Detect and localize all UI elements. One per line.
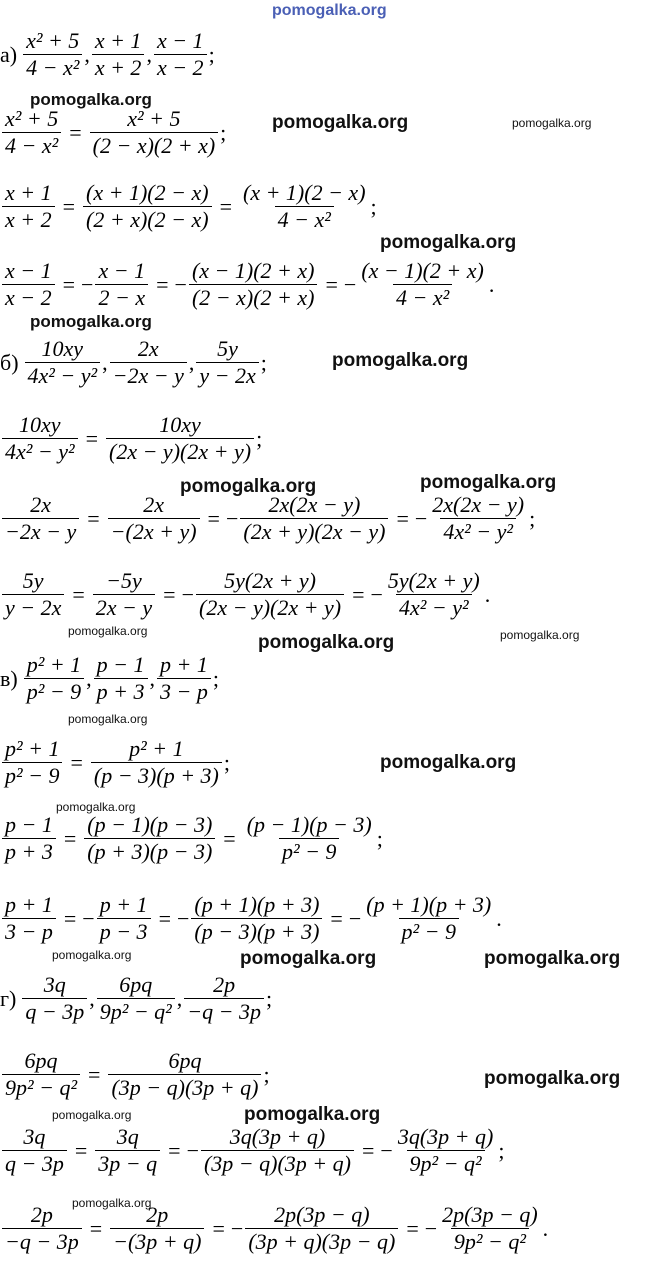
denominator: p² − 9 xyxy=(399,918,459,945)
numerator: x − 1 xyxy=(5,258,52,283)
numerator: (x − 1)(2 + x) xyxy=(191,258,315,283)
equation xyxy=(0,180,377,233)
numerator: −5y xyxy=(106,568,142,593)
operator: = xyxy=(352,581,365,607)
numerator: 6pq xyxy=(168,1048,202,1073)
operator: = xyxy=(212,1215,225,1241)
section-label: г) xyxy=(0,985,17,1011)
numerator: 2p xyxy=(30,1202,53,1227)
numerator: 2p xyxy=(146,1202,169,1227)
numerator: x − 1 xyxy=(156,28,204,53)
denominator: −(2x + y) xyxy=(108,518,200,545)
operator: ; xyxy=(529,505,536,531)
operator: ; xyxy=(223,749,230,775)
operator: − xyxy=(82,905,95,931)
fraction xyxy=(191,892,322,945)
denominator: (2x + y)(2x − y) xyxy=(240,518,388,545)
operator: = xyxy=(74,1137,88,1163)
fraction xyxy=(196,336,258,389)
numerator: (p − 1)(p − 3) xyxy=(246,812,372,837)
operator: = xyxy=(396,505,409,531)
fraction xyxy=(439,1202,541,1255)
operator: = xyxy=(406,1215,419,1241)
operator: = xyxy=(88,1061,101,1087)
denominator: y − 2x xyxy=(2,594,64,621)
denominator: 4x² − y² xyxy=(440,518,516,545)
operator: = xyxy=(85,425,98,451)
fraction xyxy=(363,892,494,945)
numerator: 2p(3p − q) xyxy=(442,1202,538,1227)
fraction xyxy=(189,258,318,311)
watermark: pomogalka.org xyxy=(512,116,592,130)
denominator: (2x − y)(2x + y) xyxy=(196,594,344,621)
denominator: 3 − p xyxy=(2,918,56,945)
fraction xyxy=(2,812,56,865)
denominator: q − 3p xyxy=(2,1150,67,1177)
operator: ; xyxy=(265,985,273,1011)
fraction xyxy=(93,568,155,621)
fraction xyxy=(2,892,56,945)
operator: , xyxy=(188,349,195,375)
operator: − xyxy=(414,505,428,531)
fraction xyxy=(157,652,211,705)
operator: − xyxy=(186,1137,199,1163)
watermark: pomogalka.org xyxy=(30,90,152,109)
watermark: pomogalka.org xyxy=(72,1196,152,1210)
fraction xyxy=(2,412,78,465)
watermark: pomogalka.org xyxy=(272,112,409,133)
equation xyxy=(0,258,494,311)
denominator: p − 3 xyxy=(97,918,151,945)
fraction xyxy=(97,972,175,1025)
denominator: (p − 3)(p + 3) xyxy=(91,762,222,789)
operator: , xyxy=(89,985,95,1011)
denominator: (p + 3)(p − 3) xyxy=(84,838,215,865)
denominator: p + 3 xyxy=(2,838,56,865)
section-label: а) xyxy=(0,41,18,67)
equation xyxy=(0,812,383,865)
numerator: x² + 5 xyxy=(5,106,59,131)
operator: − xyxy=(225,505,239,531)
denominator: 4 − x² xyxy=(393,284,452,311)
denominator: 4 − x² xyxy=(23,54,82,81)
operator: ; xyxy=(263,1061,270,1087)
equation xyxy=(0,412,262,465)
numerator: 3q xyxy=(23,1124,46,1149)
operator: = xyxy=(168,1137,181,1163)
denominator: (p − 3)(p + 3) xyxy=(191,918,322,945)
operator: = xyxy=(63,905,77,931)
watermark: pomogalka.org xyxy=(258,632,395,653)
denominator: (2 − x)(2 + x) xyxy=(189,284,318,311)
fraction xyxy=(429,492,527,545)
operator: ; xyxy=(220,119,227,145)
equation xyxy=(0,892,502,945)
denominator: −(3p + q) xyxy=(110,1228,204,1255)
fraction xyxy=(2,1048,80,1101)
fraction xyxy=(83,180,212,233)
numerator: 5y(2x + y) xyxy=(224,568,316,593)
operator: = xyxy=(219,193,232,219)
section-g-given xyxy=(0,972,272,1025)
operator: ; xyxy=(498,1137,505,1163)
fraction xyxy=(95,258,148,311)
watermark: pomogalka.org xyxy=(52,1108,132,1122)
numerator: 2p xyxy=(213,972,236,997)
section-b-given xyxy=(0,336,267,389)
operator: = xyxy=(62,271,76,297)
fraction xyxy=(91,736,222,789)
operator: = xyxy=(223,825,236,851)
numerator: x² + 5 xyxy=(26,28,80,53)
denominator: (2 + x)(2 − x) xyxy=(83,206,212,233)
numerator: p² + 1 xyxy=(26,652,82,677)
section-label: б) xyxy=(0,349,19,375)
numerator: p + 1 xyxy=(99,892,148,917)
denominator: −q − 3p xyxy=(2,1228,82,1255)
fraction xyxy=(22,972,87,1025)
denominator: 4 − x² xyxy=(2,132,61,159)
denominator: (2 − x)(2 + x) xyxy=(90,132,219,159)
numerator: (p + 1)(p + 3) xyxy=(366,892,492,917)
watermark: pomogalka.org xyxy=(380,752,517,773)
numerator: 5y(2x + y) xyxy=(387,568,480,593)
section-a-given xyxy=(0,28,215,81)
numerator: 5y xyxy=(22,568,44,593)
numerator: p² + 1 xyxy=(129,736,184,761)
fraction xyxy=(110,336,187,389)
watermark-top: pomogalka.org xyxy=(272,2,387,19)
denominator: 9p² − q² xyxy=(2,1074,80,1101)
operator: = xyxy=(87,505,100,531)
fraction xyxy=(2,1124,67,1177)
operator: = xyxy=(163,581,176,607)
denominator: −2x − y xyxy=(2,518,79,545)
equation xyxy=(0,1124,504,1177)
numerator: 3q xyxy=(116,1124,139,1149)
watermark: pomogalka.org xyxy=(420,472,557,493)
denominator: q − 3p xyxy=(22,998,87,1025)
operator: = xyxy=(62,193,76,219)
equation xyxy=(0,106,226,159)
operator: ; xyxy=(376,825,383,851)
equation xyxy=(0,736,230,789)
denominator: −q − 3p xyxy=(184,998,264,1025)
operator: − xyxy=(230,1215,244,1241)
fraction xyxy=(184,972,264,1025)
operator: , xyxy=(176,985,183,1011)
denominator: 4x² − y² xyxy=(2,438,78,465)
denominator: x + 2 xyxy=(2,206,55,233)
fraction xyxy=(385,568,483,621)
equation xyxy=(0,1202,548,1255)
equation xyxy=(0,492,535,545)
fraction xyxy=(110,1202,204,1255)
operator: , xyxy=(86,665,92,691)
fraction xyxy=(245,1202,398,1255)
numerator: p + 1 xyxy=(160,652,208,677)
numerator: p − 1 xyxy=(5,812,53,837)
denominator: 9p² − q² xyxy=(97,998,175,1025)
operator: ; xyxy=(212,665,220,691)
numerator: 5y xyxy=(217,336,238,361)
operator: − xyxy=(343,271,357,297)
denominator: 4 − x² xyxy=(275,206,334,233)
numerator: (p + 1)(p + 3) xyxy=(194,892,320,917)
numerator: 10xy xyxy=(159,412,201,437)
fraction xyxy=(90,106,219,159)
watermark: pomogalka.org xyxy=(484,948,621,969)
operator: = xyxy=(361,1137,375,1163)
operator: = xyxy=(89,1215,103,1241)
watermark: pomogalka.org xyxy=(380,232,517,253)
numerator: (x + 1)(2 − x) xyxy=(86,180,209,205)
numerator: 3q(3p + q) xyxy=(229,1124,326,1149)
fraction xyxy=(94,652,148,705)
numerator: 6pq xyxy=(119,972,153,997)
denominator: 3p − q xyxy=(95,1150,160,1177)
fraction xyxy=(106,412,254,465)
numerator: 2x xyxy=(137,336,159,361)
fraction xyxy=(244,812,375,865)
watermark: pomogalka.org xyxy=(500,628,580,642)
watermark: pomogalka.org xyxy=(68,624,148,638)
fraction xyxy=(240,492,388,545)
denominator: x + 2 xyxy=(92,54,145,81)
fraction xyxy=(24,652,84,705)
operator: − xyxy=(81,271,94,297)
operator: − xyxy=(176,905,190,931)
fraction xyxy=(154,28,207,81)
operator: = xyxy=(63,825,77,851)
denominator: −2x − y xyxy=(110,362,187,389)
numerator: p + 1 xyxy=(5,892,53,917)
fraction xyxy=(95,1124,160,1177)
fraction xyxy=(358,258,487,311)
fraction xyxy=(108,1048,261,1101)
denominator: (2x − y)(2x + y) xyxy=(106,438,254,465)
denominator: 9p² − q² xyxy=(451,1228,529,1255)
operator: . xyxy=(488,271,495,297)
watermark: pomogalka.org xyxy=(30,312,152,331)
watermark: pomogalka.org xyxy=(244,1104,381,1125)
watermark: pomogalka.org xyxy=(240,948,377,969)
denominator: 9p² − q² xyxy=(407,1150,485,1177)
fraction xyxy=(25,336,101,389)
operator: = xyxy=(69,119,82,145)
numerator: (x − 1)(2 + x) xyxy=(361,258,484,283)
operator: − xyxy=(174,271,187,297)
operator: , xyxy=(84,41,90,67)
operator: = xyxy=(72,581,85,607)
numerator: x² + 5 xyxy=(127,106,181,131)
fraction xyxy=(2,736,62,789)
numerator: p − 1 xyxy=(96,652,145,677)
numerator: 3q xyxy=(43,972,66,997)
denominator: p + 3 xyxy=(94,678,148,705)
fraction xyxy=(108,492,200,545)
denominator: x − 2 xyxy=(154,54,207,81)
fraction xyxy=(2,492,79,545)
fraction xyxy=(97,892,151,945)
denominator: 3 − p xyxy=(157,678,211,705)
fraction xyxy=(2,258,55,311)
denominator: (3p − q)(3p + q) xyxy=(201,1150,354,1177)
operator: − xyxy=(380,1137,393,1163)
denominator: 2 − x xyxy=(95,284,148,311)
numerator: p² + 1 xyxy=(5,736,60,761)
denominator: 4x² − y² xyxy=(25,362,101,389)
fraction xyxy=(2,106,61,159)
numerator: x + 1 xyxy=(94,28,142,53)
numerator: 10xy xyxy=(41,336,84,361)
operator: ; xyxy=(256,425,263,451)
fraction xyxy=(84,812,215,865)
numerator: 2x xyxy=(143,492,164,517)
operator: ; xyxy=(208,41,215,67)
numerator: 2p(3p − q) xyxy=(274,1202,370,1227)
operator: . xyxy=(484,581,491,607)
fraction xyxy=(2,1202,82,1255)
numerator: x − 1 xyxy=(98,258,146,283)
numerator: 2x(2x − y) xyxy=(268,492,361,517)
operator: . xyxy=(496,905,502,931)
fraction xyxy=(23,28,82,81)
operator: = xyxy=(70,749,83,775)
section-v-given xyxy=(0,652,219,705)
fraction xyxy=(395,1124,497,1177)
numerator: 6pq xyxy=(24,1048,58,1073)
operator: ; xyxy=(370,193,377,219)
denominator: p² − 9 xyxy=(2,762,62,789)
denominator: x − 2 xyxy=(2,284,55,311)
watermark: pomogalka.org xyxy=(68,712,148,726)
section-label: в) xyxy=(0,665,18,691)
denominator: 4x² − y² xyxy=(396,594,472,621)
fraction xyxy=(2,180,55,233)
numerator: (x + 1)(2 − x) xyxy=(243,180,366,205)
watermark: pomogalka.org xyxy=(180,476,317,497)
numerator: (p − 1)(p − 3) xyxy=(87,812,213,837)
denominator: (3p + q)(3p − q) xyxy=(245,1228,398,1255)
numerator: 2x(2x − y) xyxy=(432,492,525,517)
denominator: y − 2x xyxy=(196,362,258,389)
equation xyxy=(0,568,490,621)
operator: − xyxy=(348,905,362,931)
fraction xyxy=(92,28,145,81)
operator: = xyxy=(325,271,338,297)
watermark: pomogalka.org xyxy=(52,948,132,962)
fraction xyxy=(196,568,344,621)
operator: = xyxy=(207,505,220,531)
operator: − xyxy=(181,581,195,607)
operator: , xyxy=(102,349,108,375)
operator: , xyxy=(146,41,152,67)
denominator: p² − 9 xyxy=(279,838,339,865)
denominator: (3p − q)(3p + q) xyxy=(108,1074,261,1101)
equation xyxy=(0,1048,270,1101)
operator: = xyxy=(158,905,171,931)
numerator: 10xy xyxy=(19,412,61,437)
watermark: pomogalka.org xyxy=(332,350,469,371)
operator: . xyxy=(542,1215,549,1241)
operator: − xyxy=(370,581,383,607)
operator: = xyxy=(156,271,169,297)
watermark: pomogalka.org xyxy=(56,800,136,814)
fraction xyxy=(240,180,369,233)
watermark: pomogalka.org xyxy=(484,1068,621,1089)
fraction xyxy=(201,1124,354,1177)
numerator: x + 1 xyxy=(5,180,52,205)
numerator: 2x xyxy=(30,492,51,517)
operator: − xyxy=(424,1215,438,1241)
operator: = xyxy=(330,905,343,931)
denominator: p² − 9 xyxy=(24,678,84,705)
denominator: 2x − y xyxy=(93,594,155,621)
numerator: 3q(3p + q) xyxy=(397,1124,494,1149)
operator: ; xyxy=(260,349,267,375)
operator: , xyxy=(149,665,156,691)
fraction xyxy=(2,568,64,621)
